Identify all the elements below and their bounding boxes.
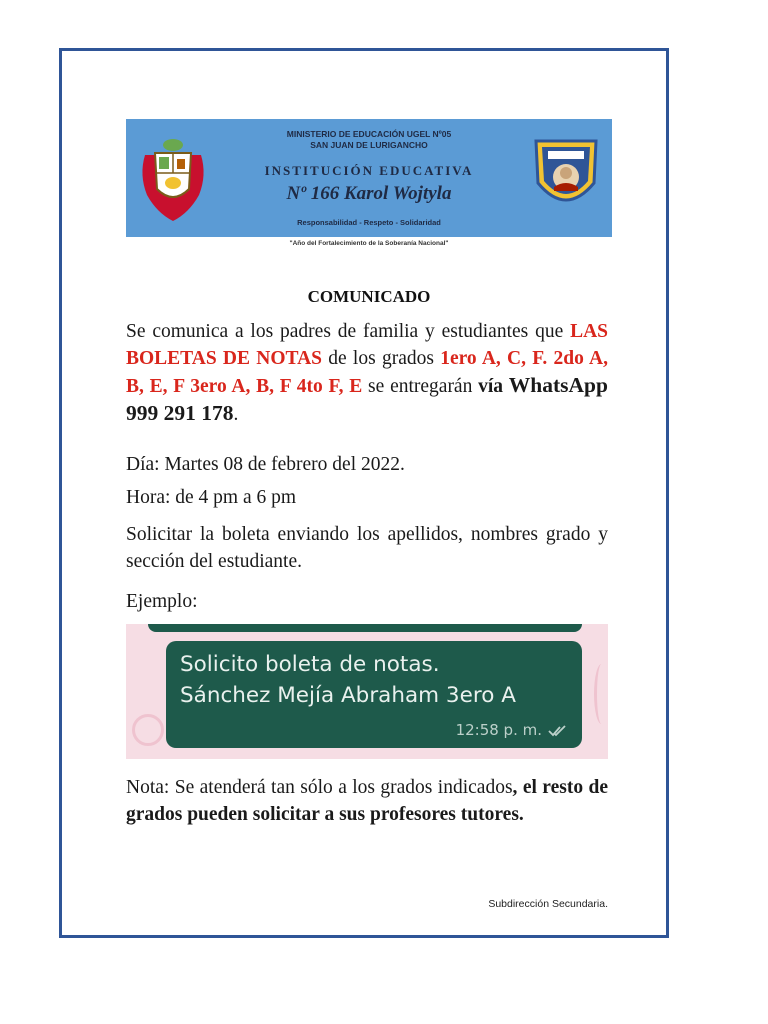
delivery-hours: Hora: de 4 pm a 6 pm	[126, 487, 297, 508]
school-motto: Responsabilidad - Respeto - Solidaridad	[297, 218, 441, 227]
document-title: COMUNICADO	[307, 287, 431, 306]
example-message-line2: Sánchez Mejía Abraham 3ero A	[180, 683, 516, 708]
announcement-paragraph	[126, 318, 608, 428]
announcement-middle: de los grados	[322, 348, 441, 369]
example-label: Ejemplo:	[126, 591, 198, 612]
whatsapp-example-screenshot	[126, 624, 608, 759]
school-header-banner	[126, 119, 612, 237]
whatsapp-number: WhatsApp 999 291 178	[126, 373, 608, 425]
district-line: SAN JUAN DE LURIGANCHO	[310, 140, 428, 150]
request-instructions: Solicitar la boleta enviando los apellidos, nombres grado y sección del estudiante.	[126, 524, 608, 572]
institution-label: INSTITUCIÓN EDUCATIVA	[264, 163, 474, 178]
announcement-intro: Se comunica a los padres de familia y estudiantes que	[126, 321, 571, 342]
boletas-highlight: LAS BOLETAS DE NOTAS	[126, 321, 608, 369]
delivery-day: Día: Martes 08 de febrero del 2022.	[126, 454, 405, 475]
note-paragraph	[126, 774, 608, 828]
background-doodle	[594, 664, 608, 724]
message-timestamp: 12:58 p. m.	[455, 721, 542, 739]
ministry-line: MINISTERIO DE EDUCACIÓN UGEL Nº05	[286, 129, 452, 139]
school-name: Nº 166 Karol Wojtyla	[286, 183, 452, 204]
via-text: vía	[478, 376, 509, 397]
example-message-bubble	[166, 641, 582, 748]
announcement-tail: se entregarán	[362, 376, 479, 397]
example-message-line1: Solicito boleta de notas.	[180, 652, 440, 677]
signature: Subdirección Secundaria.	[488, 898, 608, 910]
grades-list: 1ero A, C, F. 2do A, B, E, F 3ero A, B, F 4to F, E	[126, 348, 608, 397]
previous-message-bubble	[148, 624, 582, 632]
background-doodle	[132, 714, 164, 746]
announcement-end: .	[233, 404, 239, 425]
year-motto: "Año del Fortalecimiento de la Soberanía Nacional"	[289, 240, 449, 247]
school-crest-icon	[530, 133, 602, 219]
note-normal: Nota: Se atenderá tan sólo a los grados indicados	[126, 777, 513, 798]
double-check-icon	[548, 724, 570, 738]
note-bold: , el resto de grados pueden solicitar a sus profesores tutores.	[126, 777, 608, 825]
